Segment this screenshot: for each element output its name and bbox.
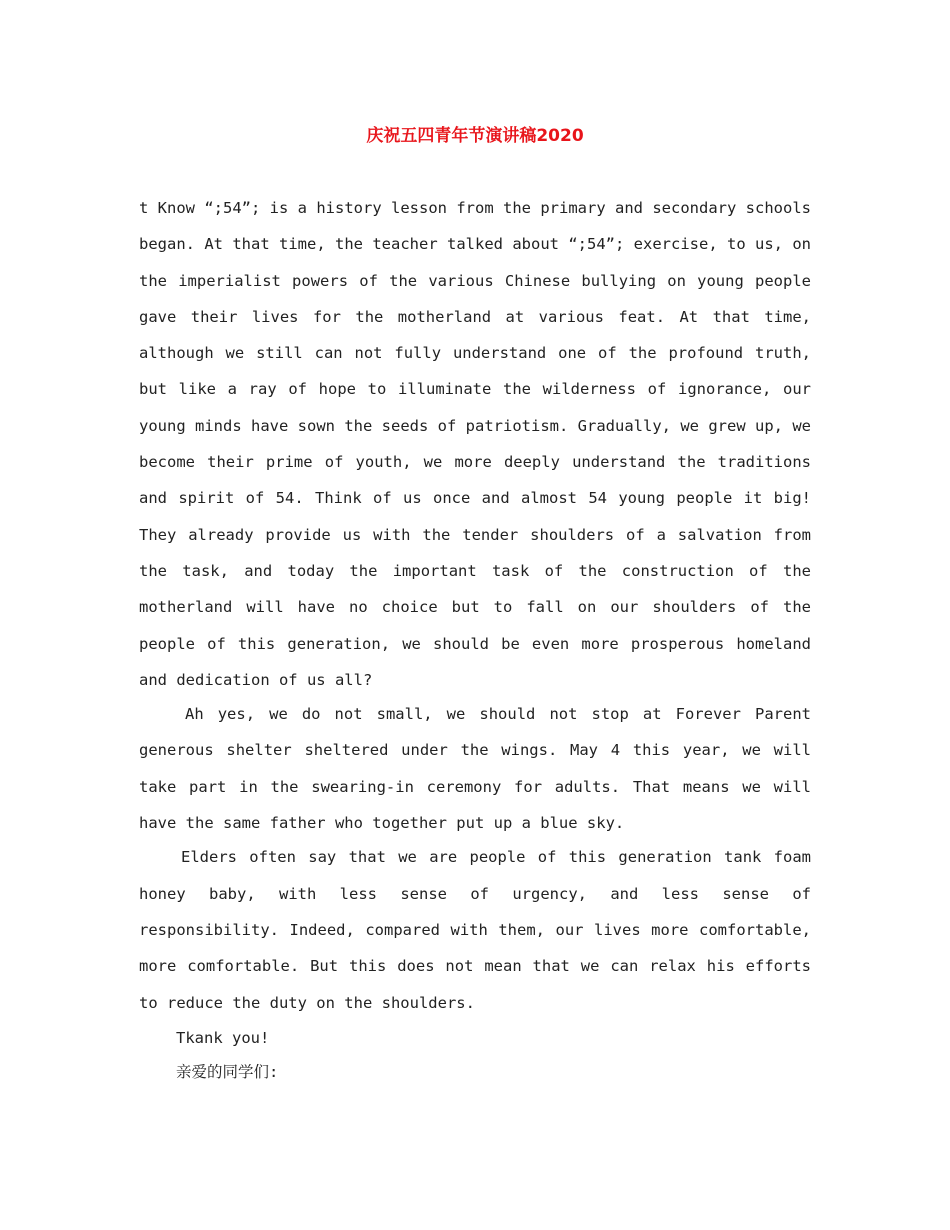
- document-body: [139, 190, 811, 1089]
- closing-line: Tkank you!: [176, 1028, 270, 1047]
- paragraph-3: Elders often say that we are people of this generation tank foam honey baby, with less sense of urgency, and less sense of responsibility. Indeed, compared with them, our lives more comfortable, more comfortable. But this does not mean that we can relax his efforts to reduce the duty on the shoulders.: [139, 848, 811, 1012]
- paragraph-1: t Know “;54”; is a history lesson from the primary and secondary schools began. At that time, the teacher talked about “;54”; exercise, to us, on the imperialist powers of the various Chinese bullying on young people gave their lives for the motherland at various feat. At that time, although we still can not fully understand one of the profound truth, but like a ray of hope to illuminate the wilderness of ignorance, our young minds have sown the seeds of patriotism. Gradually, we grew up, we become their prime of youth, we more deeply understand the traditions and spirit of 54. Think of us once and almost 54 young people it big! They already provide us with the tender shoulders of a salvation from the task, and today the important task of the construction of the motherland will have no choice but to fall on our shoulders of the people of this generation, we should be even more prosperous homeland and dedication of us all?: [139, 199, 811, 689]
- salutation-line: 亲爱的同学们:: [176, 1062, 279, 1081]
- paragraph-2: Ah yes, we do not small, we should not stop at Forever Parent generous shelter sheltered under the wings. May 4 this year, we will take part in the swearing-in ceremony for adults. That means we will have the same father who together put up a blue sky.: [139, 705, 811, 833]
- document-title: 庆祝五四青年节演讲稿2020: [366, 126, 584, 146]
